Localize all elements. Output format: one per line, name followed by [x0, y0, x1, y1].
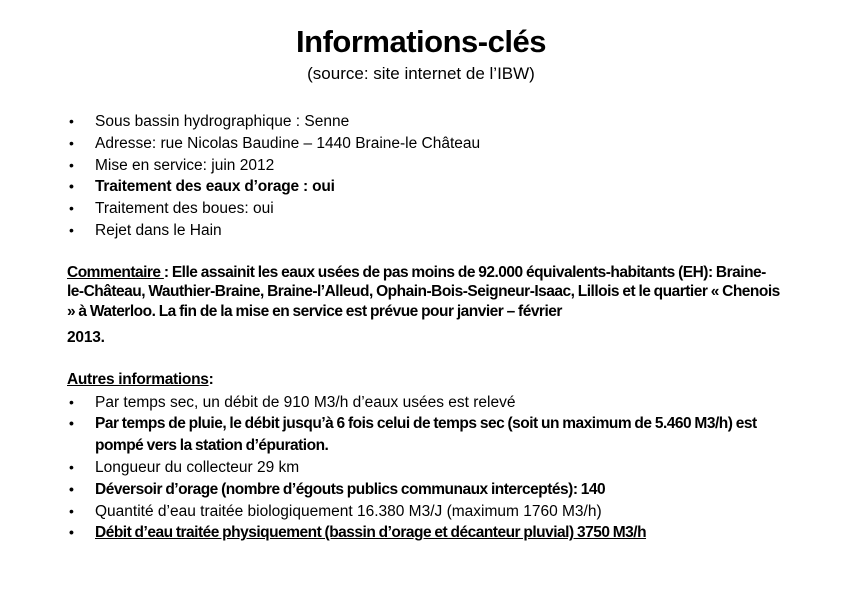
list-item: • Mise en service: juin 2012: [67, 155, 780, 177]
list-item: • Par temps sec, un débit de 910 M3/h d’eaux usées est relevé: [67, 392, 780, 414]
commentaire-tail: 2013.: [67, 329, 105, 347]
commentaire-separator: :: [163, 263, 172, 281]
autres-informations-list: [67, 392, 780, 545]
autres-informations-heading: [67, 369, 780, 391]
autres-informations-label: Autres informations: [67, 370, 209, 388]
page-subtitle: (source: site internet de l’IBW): [307, 64, 535, 83]
key-facts-list: [67, 111, 780, 242]
commentaire-paragraph: [67, 263, 780, 322]
autres-informations-separator: :: [208, 370, 214, 388]
list-item: • Longueur du collecteur 29 km: [67, 457, 780, 479]
list-item: • Débit d’eau traitée physiquement (bassin d’orage et décanteur pluvial) 3750 M3/h: [67, 522, 780, 544]
list-item: • Traitement des boues: oui: [67, 198, 780, 220]
page-title: Informations-clés: [296, 24, 546, 59]
list-item: • Par temps de pluie, le débit jusqu’à 6 fois celui de temps sec (soit un maximum de 5.460 M3/h) est pompé vers la station d’épuration.: [67, 413, 780, 457]
commentaire-text: Elle assainit les eaux usées de pas moins de 92.000 équivalents-habitants (EH): Braine-le-Château, Wauthier-Braine, Braine-l’Alleud, Ophain-Bois-Seigneur-Isaac, Lillois et le quartier « Chenois » à Waterloo. La fin de la mise en service est prévue pour janvier – février: [67, 263, 780, 320]
list-item: • Déversoir d’orage (nombre d’égouts publics communaux interceptés): 140: [67, 479, 780, 501]
list-item: • Sous bassin hydrographique : Senne: [67, 111, 780, 133]
slide-content: [67, 111, 780, 544]
list-item: • Rejet dans le Hain: [67, 220, 780, 242]
list-item: • Quantité d’eau traitée biologiquement 16.380 M3/J (maximum 1760 M3/h): [67, 501, 780, 523]
list-item: • Adresse: rue Nicolas Baudine – 1440 Braine-le Château: [67, 133, 780, 155]
commentaire-label: Commentaire: [67, 263, 164, 281]
list-item: • Traitement des eaux d’orage : oui: [67, 176, 780, 198]
